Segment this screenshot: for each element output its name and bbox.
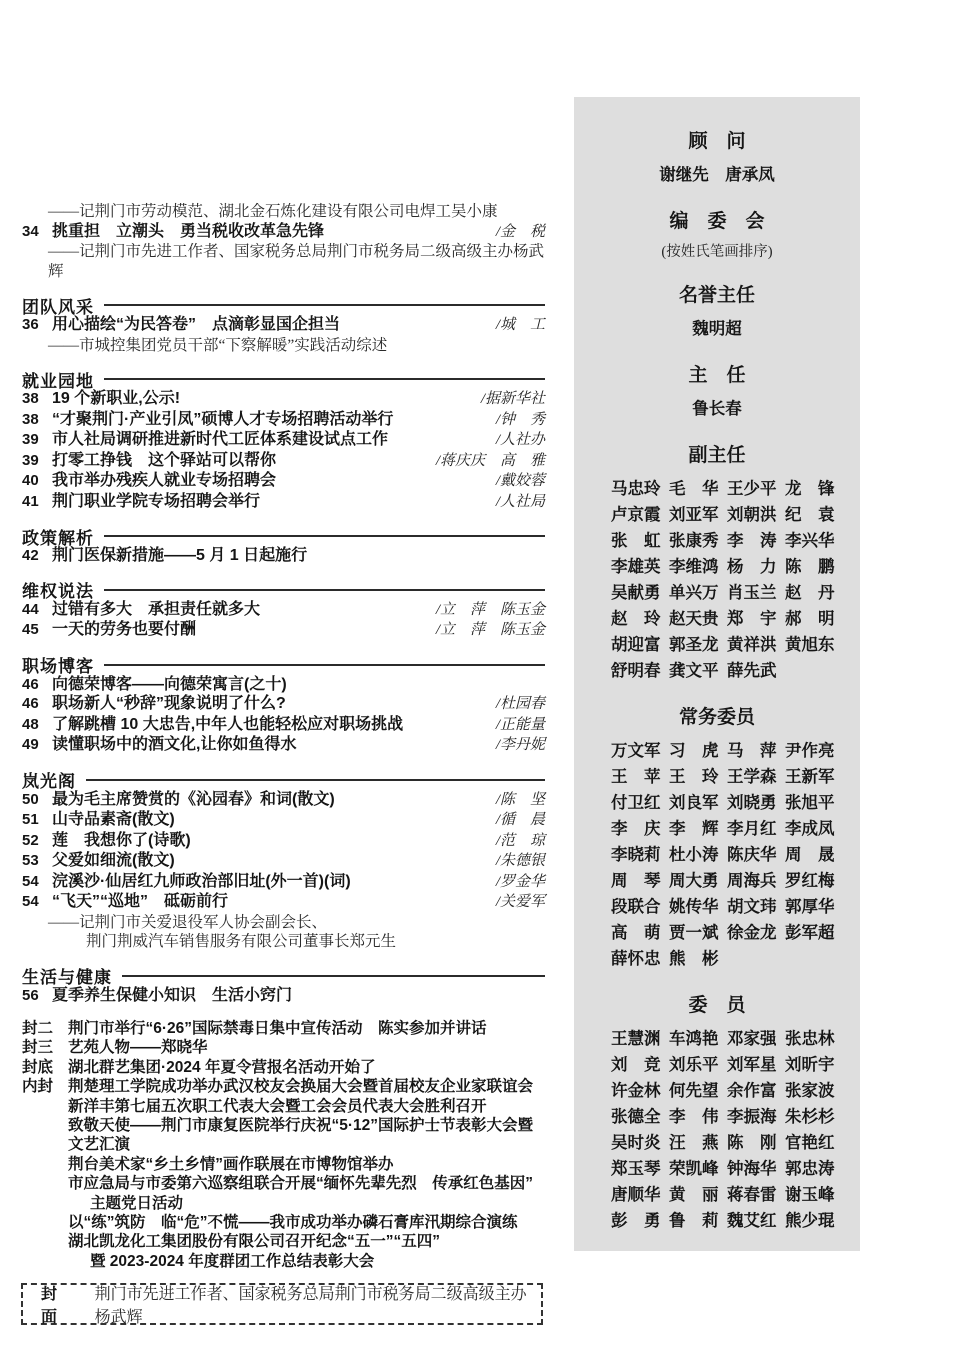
board-member-name: 赵 丹 — [785, 584, 835, 602]
toc-section — [22, 580, 545, 641]
board-member-name: 段联合 — [611, 898, 661, 916]
section-rule — [104, 378, 545, 380]
entry-subtitle: ——记荆门市关爱退役军人协会副会长、 — [48, 913, 328, 931]
entry-page-number: 52 — [22, 831, 39, 849]
board-member-name: 周海兵 — [727, 872, 777, 890]
board-member-name: 王 苹 — [611, 768, 661, 786]
board-member-name: 李雄英 — [611, 558, 661, 576]
board-member-name: 熊少琨 — [785, 1212, 835, 1230]
entry-title: 向德荣博客——向德荣寓言(之十) — [52, 675, 287, 693]
board-member-name: 陈 刚 — [727, 1134, 777, 1152]
editorial-board-panel — [574, 97, 860, 1251]
section-title: 职场博客 — [22, 657, 94, 676]
cover-text: 湖北凯龙化工集团股份有限公司召开纪念“五一”“五四” — [68, 1233, 441, 1251]
entry-page-number: 56 — [22, 986, 39, 1004]
entry-page-number: 53 — [22, 852, 39, 869]
toc-entry — [22, 471, 545, 492]
board-member-name: 王少平 — [727, 480, 777, 498]
board-section — [574, 365, 860, 422]
board-member-name: 张忠林 — [785, 1030, 835, 1048]
board-member-name: 郭忠涛 — [785, 1160, 835, 1178]
cover-text: 荆门市举行“6·26”国际禁毒日集中宣传活动 陈实参加并讲话 — [68, 1020, 487, 1037]
board-member-name: 尹作亮 — [785, 742, 835, 760]
toc-entry — [22, 451, 545, 472]
board-member-name: 官艳红 — [785, 1134, 835, 1152]
board-member-name: 魏艾红 — [727, 1212, 777, 1230]
entry-page-number: 50 — [22, 790, 39, 808]
board-name-row: 鲁长春 — [692, 400, 742, 418]
entry-page-number: 42 — [22, 547, 39, 564]
board-member-name: 李振海 — [727, 1108, 777, 1126]
entry-title: 挑重担 立潮头 勇当税收改革急先锋 — [52, 222, 325, 240]
section-rule — [104, 304, 545, 306]
board-member-name: 刘亚军 — [669, 506, 719, 524]
board-member-name: 刘朝洪 — [727, 506, 777, 524]
board-member-name: 王慧渊 — [611, 1030, 661, 1048]
entry-author: /循 晨 — [495, 812, 545, 828]
cover-label: 封三 — [22, 1039, 54, 1057]
section-rule — [104, 664, 545, 666]
cover-text: 主题党日活动 — [90, 1194, 184, 1212]
entry-title: 父爱如细流(散文) — [52, 852, 175, 869]
entry-author: /罗金华 — [495, 873, 545, 890]
board-member-name: 单兴万 — [669, 584, 719, 602]
entry-author: /城 工 — [495, 317, 545, 333]
board-name-row — [574, 920, 860, 946]
board-member-name: 李月红 — [727, 820, 777, 838]
board-name-row — [574, 1156, 860, 1182]
entry-subtitle: ——市城控集团党员干部“下察解暖”实践活动综述 — [48, 336, 388, 354]
front-cover-box — [21, 1283, 543, 1325]
entry-page-number: 46 — [22, 675, 39, 693]
board-name-row — [574, 868, 860, 894]
entry-page-number: 49 — [22, 736, 39, 753]
board-member-name: 徐金龙 — [727, 924, 777, 942]
board-member-name: 刘晓勇 — [727, 794, 777, 812]
board-member-name: 刘良军 — [669, 794, 719, 812]
cover-line — [22, 1194, 545, 1213]
board-name-row — [574, 764, 860, 790]
board-member-name: 舒明春 — [611, 662, 661, 680]
entry-page-number: 38 — [22, 410, 39, 428]
front-cover-label: 封面 — [41, 1286, 59, 1327]
entry-page-number: 34 — [22, 222, 39, 240]
front-cover-text: 荆门市先进工作者、国家税务总局荆门市税务局二级高级主办杨武辉 — [94, 1286, 527, 1327]
board-member-name: 张 虹 — [611, 532, 661, 550]
board-member-name: 钟海华 — [727, 1160, 777, 1178]
board-member-name: 肖玉兰 — [727, 584, 777, 602]
board-member-name: 卢京霞 — [611, 506, 661, 524]
board-member-name: 李 庆 — [611, 820, 661, 838]
board-member-name: 刘军星 — [727, 1056, 777, 1074]
cover-line — [22, 1116, 545, 1155]
section-title: 生活与健康 — [22, 968, 112, 987]
toc-entry — [22, 810, 545, 831]
section-header — [22, 655, 545, 675]
toc-entry — [22, 675, 545, 695]
entry-author: /金 税 — [495, 223, 545, 240]
entry-page-number: 39 — [22, 431, 39, 448]
entry-author: /戴姣蓉 — [495, 473, 545, 489]
board-section-title: 顾 问 — [688, 131, 746, 152]
board-member-name: 吴时炎 — [611, 1134, 661, 1152]
board-member-name: 高 萌 — [611, 924, 661, 942]
board-member-name: 罗红梅 — [785, 872, 835, 890]
toc-entry — [22, 389, 545, 410]
board-name-row — [574, 1182, 860, 1208]
entry-title: 荆门职业学院专场招聘会举行 — [52, 492, 261, 510]
cover-text: 新洋丰第七届五次职工代表大会暨工会会员代表大会胜利召开 — [68, 1097, 487, 1115]
board-member-name: 毛 华 — [669, 480, 719, 498]
toc-entry — [22, 620, 545, 641]
board-member-name: 吴献勇 — [611, 584, 661, 602]
cover-line — [22, 1058, 545, 1077]
entry-page-number: 36 — [22, 316, 39, 333]
toc-section — [22, 202, 545, 281]
entry-title: 过错有多大 承担责任就多大 — [52, 600, 261, 618]
board-member-name: 薛怀忠 — [611, 950, 661, 968]
cover-line — [22, 1019, 545, 1038]
board-member-name: 薛先武 — [727, 662, 777, 680]
board-name-row — [574, 842, 860, 868]
section-header — [22, 295, 545, 315]
board-member-name: 李晓莉 — [611, 846, 661, 864]
board-member-name: 贾一斌 — [669, 924, 719, 942]
board-name-row — [574, 632, 860, 658]
entry-title: 读懂职场中的酒文化,让你如鱼得水 — [52, 736, 297, 753]
section-header — [22, 580, 545, 600]
cover-line — [22, 1252, 545, 1271]
entry-title: 打零工挣钱 这个驿站可以帮你 — [52, 451, 277, 469]
section-title: 团队风采 — [22, 297, 94, 317]
board-member-name: 赵天贵 — [669, 610, 719, 628]
cover-text: 荆台美术家“乡土乡情”画作联展在市博物馆举办 — [68, 1155, 394, 1173]
board-member-name: 万文军 — [611, 742, 661, 760]
board-member-name: 郑 宇 — [727, 610, 777, 628]
board-member-name: 刘乐平 — [669, 1056, 719, 1074]
board-member-name: 郭圣龙 — [669, 636, 719, 654]
board-member-name: 蒋春雷 — [727, 1186, 777, 1204]
board-member-name: 何先望 — [669, 1082, 719, 1100]
toc-entry — [22, 986, 545, 1006]
entry-title: 职场新人“秒辞”现象说明了什么? — [52, 695, 286, 712]
entry-author: /据新华社 — [480, 391, 545, 407]
entry-page-number: 38 — [22, 390, 39, 407]
board-member-name: 陈庆华 — [727, 846, 777, 864]
section-header — [22, 966, 545, 986]
entry-author: /李丹妮 — [495, 737, 545, 753]
section-title: 维权说法 — [22, 582, 94, 601]
board-member-name: 郭厚华 — [785, 898, 835, 916]
entry-title: 市人社局调研推进新时代工匠体系建设试点工作 — [52, 431, 389, 448]
entry-page-number: 48 — [22, 715, 39, 733]
board-member-name: 彭 勇 — [611, 1212, 661, 1230]
board-section-title: 委 员 — [688, 995, 746, 1016]
board-member-name: 习 虎 — [669, 742, 719, 760]
board-name-row — [574, 658, 860, 684]
entry-page-number: 51 — [22, 811, 39, 828]
board-member-name: 张家波 — [785, 1082, 835, 1100]
board-member-name: 张德全 — [611, 1108, 661, 1126]
toc-entry — [22, 735, 545, 756]
board-member-name: 郝 明 — [785, 610, 835, 628]
board-name-row: 谢继先 唐承凤 — [659, 166, 775, 184]
toc-entry — [22, 492, 545, 513]
toc-entry — [22, 222, 545, 243]
cover-label: 封底 — [22, 1058, 54, 1076]
entry-author: /立 萍 陈玉金 — [435, 622, 545, 638]
section-rule — [104, 589, 545, 591]
entry-title: 荆门医保新措施——5 月 1 日起施行 — [52, 547, 308, 564]
board-name-row — [574, 554, 860, 580]
board-name-row — [574, 476, 860, 502]
cover-text: 湖北群艺集团·2024 年夏令营报名活动开始了 — [68, 1058, 376, 1076]
toc-entry — [22, 410, 545, 431]
board-name-row — [574, 1052, 860, 1078]
board-section-title: 名誉主任 — [678, 285, 755, 306]
board-name-row — [574, 1104, 860, 1130]
board-member-name: 谢玉峰 — [785, 1186, 835, 1204]
entry-page-number: 39 — [22, 451, 39, 469]
board-member-name: 李维鸿 — [669, 558, 719, 576]
board-section — [574, 707, 860, 972]
board-member-name: 余作富 — [727, 1082, 777, 1100]
board-name-row — [574, 1130, 860, 1156]
board-member-name — [785, 946, 843, 972]
board-member-name: 黄旭东 — [785, 636, 835, 654]
board-section — [574, 995, 860, 1234]
board-name-row — [574, 1026, 860, 1052]
entry-page-number: 54 — [22, 872, 39, 890]
board-member-name: 马 萍 — [727, 742, 777, 760]
section-header — [22, 526, 545, 546]
board-member-name — [727, 946, 785, 972]
cover-label: 内封 — [22, 1078, 54, 1096]
entry-title: 19 个新职业,公示! — [52, 390, 181, 407]
board-member-name: 刘昕宇 — [785, 1056, 835, 1074]
board-member-name: 杨 力 — [727, 558, 777, 576]
board-section-title: 副主任 — [688, 445, 746, 466]
toc-entry — [22, 315, 545, 336]
board-member-name: 王 玲 — [669, 768, 719, 786]
board-member-name: 李 辉 — [669, 820, 719, 838]
cover-line — [22, 1077, 545, 1096]
board-member-name: 张旭平 — [785, 794, 835, 812]
cover-line — [22, 1038, 545, 1057]
section-rule — [104, 535, 545, 537]
board-member-name: 鲁 莉 — [669, 1212, 719, 1230]
entry-title: “飞天”“巡地” 砥砺前行 — [52, 893, 229, 910]
board-section — [574, 285, 860, 342]
board-name-row — [574, 946, 860, 972]
board-section-title: 主 任 — [688, 365, 746, 386]
entry-subtitle: 荆门荆威汽车销售服务有限公司董事长郑元生 — [86, 933, 397, 950]
cover-pages-block — [22, 1019, 545, 1271]
board-member-name: 周 琴 — [611, 872, 661, 890]
board-member-name: 黄祥洪 — [727, 636, 777, 654]
entry-subtitle: ——记荆门市劳动模范、湖北金石炼化建设有限公司电焊工吴小康 — [48, 203, 498, 220]
toc-section — [22, 526, 545, 566]
board-member-name: 姚传华 — [669, 898, 719, 916]
board-member-name: 王学森 — [727, 768, 777, 786]
board-member-name: 胡迎富 — [611, 636, 661, 654]
cover-text: 致敬天使——荆门市康复医院举行庆祝“5·12”国际护士节表彰大会暨文艺汇演 — [68, 1117, 534, 1154]
entry-page-number: 45 — [22, 621, 39, 638]
board-name-row — [574, 790, 860, 816]
entry-title: 用心描绘“为民答卷” 点滴彰显国企担当 — [52, 316, 341, 333]
board-name-row — [574, 1208, 860, 1234]
entry-author: /钟 秀 — [495, 411, 545, 428]
cover-text: 暨 2023-2024 年度群团工作总结表彰大会 — [90, 1252, 375, 1270]
board-member-name: 李兴华 — [785, 532, 835, 550]
entry-page-number: 40 — [22, 472, 39, 489]
board-member-name: 熊 彬 — [669, 950, 719, 968]
cover-text: 市应急局与市委第六巡察组联合开展“缅怀先辈先烈 传承红色基因” — [68, 1175, 534, 1193]
entry-title: 莲 我想你了(诗歌) — [52, 831, 191, 849]
board-name-row — [574, 502, 860, 528]
toc-entry — [22, 546, 545, 566]
board-member-name: 胡文玮 — [727, 898, 777, 916]
section-header — [22, 369, 545, 389]
entry-author: /关爱军 — [495, 894, 545, 910]
board-member-name: 龚文平 — [669, 662, 719, 680]
cover-line — [22, 1155, 545, 1174]
entry-author: /正能量 — [495, 716, 545, 733]
board-name-row — [574, 606, 860, 632]
entry-author: /杜园春 — [495, 696, 545, 712]
board-member-name: 纪 袁 — [785, 506, 835, 524]
cover-text: 艺苑人物——郑晓华 — [68, 1039, 208, 1057]
board-member-name — [785, 658, 843, 684]
entry-title: 一天的劳务也要付酬 — [52, 621, 197, 638]
entry-title: 山寺品素斋(散文) — [52, 811, 175, 828]
board-member-name: 李 伟 — [669, 1108, 719, 1126]
section-title: 岚光阁 — [22, 772, 76, 791]
board-member-name: 邓家强 — [727, 1030, 777, 1048]
cover-label: 封二 — [22, 1020, 54, 1037]
board-member-name: 郑玉琴 — [611, 1160, 661, 1178]
section-header — [22, 770, 545, 790]
entry-page-number: 44 — [22, 600, 39, 618]
board-member-name: 唐顺华 — [611, 1186, 661, 1204]
board-name-row — [574, 816, 860, 842]
toc-entry — [22, 430, 545, 451]
entry-author: /立 萍 陈玉金 — [435, 601, 545, 618]
entry-author: /范 琼 — [495, 832, 545, 849]
entry-page-number: 41 — [22, 492, 39, 510]
board-section-title: 编 委 会 — [669, 211, 765, 232]
toc-entry — [22, 831, 545, 852]
board-section — [574, 445, 860, 684]
entry-page-number: 46 — [22, 695, 39, 712]
board-member-name: 赵 玲 — [611, 610, 661, 628]
board-member-name: 彭军超 — [785, 924, 835, 942]
toc-section — [22, 655, 545, 756]
entry-title: 夏季养生保健小知识 生活小窍门 — [52, 986, 293, 1004]
toc-section — [22, 295, 545, 355]
board-member-name: 周 晟 — [785, 846, 835, 864]
entry-subtitle: ——记荆门市先进工作者、国家税务总局荆门市税务局二级高级主办杨武辉 — [48, 243, 545, 280]
entry-author: /陈 坚 — [495, 791, 545, 808]
board-member-name: 王新军 — [785, 768, 835, 786]
cover-line — [22, 1213, 545, 1232]
board-member-name: 汪 燕 — [669, 1134, 719, 1152]
cover-line — [22, 1174, 545, 1193]
board-member-name: 陈 鹏 — [785, 558, 835, 576]
board-member-name: 荣凯峰 — [669, 1160, 719, 1178]
board-name-row — [574, 894, 860, 920]
board-section — [574, 131, 860, 188]
board-member-name: 杜小涛 — [669, 846, 719, 864]
entry-title: 我市举办残疾人就业专场招聘会 — [52, 472, 277, 489]
board-section — [574, 211, 860, 262]
board-name-row — [574, 528, 860, 554]
section-title: 就业园地 — [22, 371, 94, 391]
entry-title: “才聚荆门·产业引凤”硕博人才专场招聘活动举行 — [52, 410, 394, 428]
entry-page-number: 54 — [22, 893, 39, 910]
board-name-row — [574, 1078, 860, 1104]
board-member-name: 车鸿艳 — [669, 1030, 719, 1048]
board-name-row — [574, 738, 860, 764]
board-member-name: 马忠玲 — [611, 480, 661, 498]
board-member-name: 周大勇 — [669, 872, 719, 890]
entry-title: 最为毛主席赞赏的《沁园春》和词(散文) — [52, 790, 335, 808]
toc-entry — [22, 600, 545, 621]
board-member-name: 付卫红 — [611, 794, 661, 812]
cover-text: 荆楚理工学院成功举办武汉校友会换届大会暨首届校友企业家联谊会 — [68, 1078, 534, 1096]
board-member-name: 刘 竞 — [611, 1056, 661, 1074]
entry-author: /朱德银 — [495, 853, 545, 869]
toc-entry — [22, 892, 545, 913]
toc-section — [22, 369, 545, 512]
board-name-row: 魏明超 — [692, 320, 742, 338]
board-section-title: 常务委员 — [678, 707, 755, 728]
entry-author: /蒋庆庆 高 雅 — [435, 452, 545, 469]
toc-entry — [22, 851, 545, 872]
section-title: 政策解析 — [22, 528, 94, 548]
board-member-name: 朱杉杉 — [785, 1108, 835, 1126]
board-member-name: 黄 丽 — [669, 1186, 719, 1204]
toc-entry — [22, 715, 545, 736]
cover-line — [22, 1097, 545, 1116]
board-name-row — [574, 580, 860, 606]
cover-line — [22, 1232, 545, 1251]
entry-title: 了解跳槽 10 大忠告,中年人也能轻松应对职场挑战 — [52, 715, 404, 733]
entry-author: /人社局 — [495, 493, 545, 510]
toc-entry — [22, 790, 545, 811]
toc-entry — [22, 872, 545, 893]
board-member-name: 龙 锋 — [785, 480, 835, 498]
board-member-name: 张康秀 — [669, 532, 719, 550]
section-rule — [86, 779, 545, 781]
cover-text: 以“练”筑防 临“危”不慌——我市成功举办磷石膏库汛期综合演练 — [68, 1214, 518, 1232]
toc-entry — [22, 694, 545, 715]
board-member-name: 许金林 — [611, 1082, 661, 1100]
toc-section — [22, 770, 545, 952]
board-member-name: 李成凤 — [785, 820, 835, 838]
entry-author: /人社办 — [495, 432, 545, 448]
toc-section — [22, 966, 545, 1006]
toc-column — [22, 202, 545, 1325]
board-member-name: 李 涛 — [727, 532, 777, 550]
board-section-subtitle: (按姓氏笔画排序) — [661, 244, 773, 260]
section-rule — [122, 975, 545, 977]
entry-title: 浣溪沙·仙居红九师政治部旧址(外一首)(词) — [52, 872, 351, 890]
